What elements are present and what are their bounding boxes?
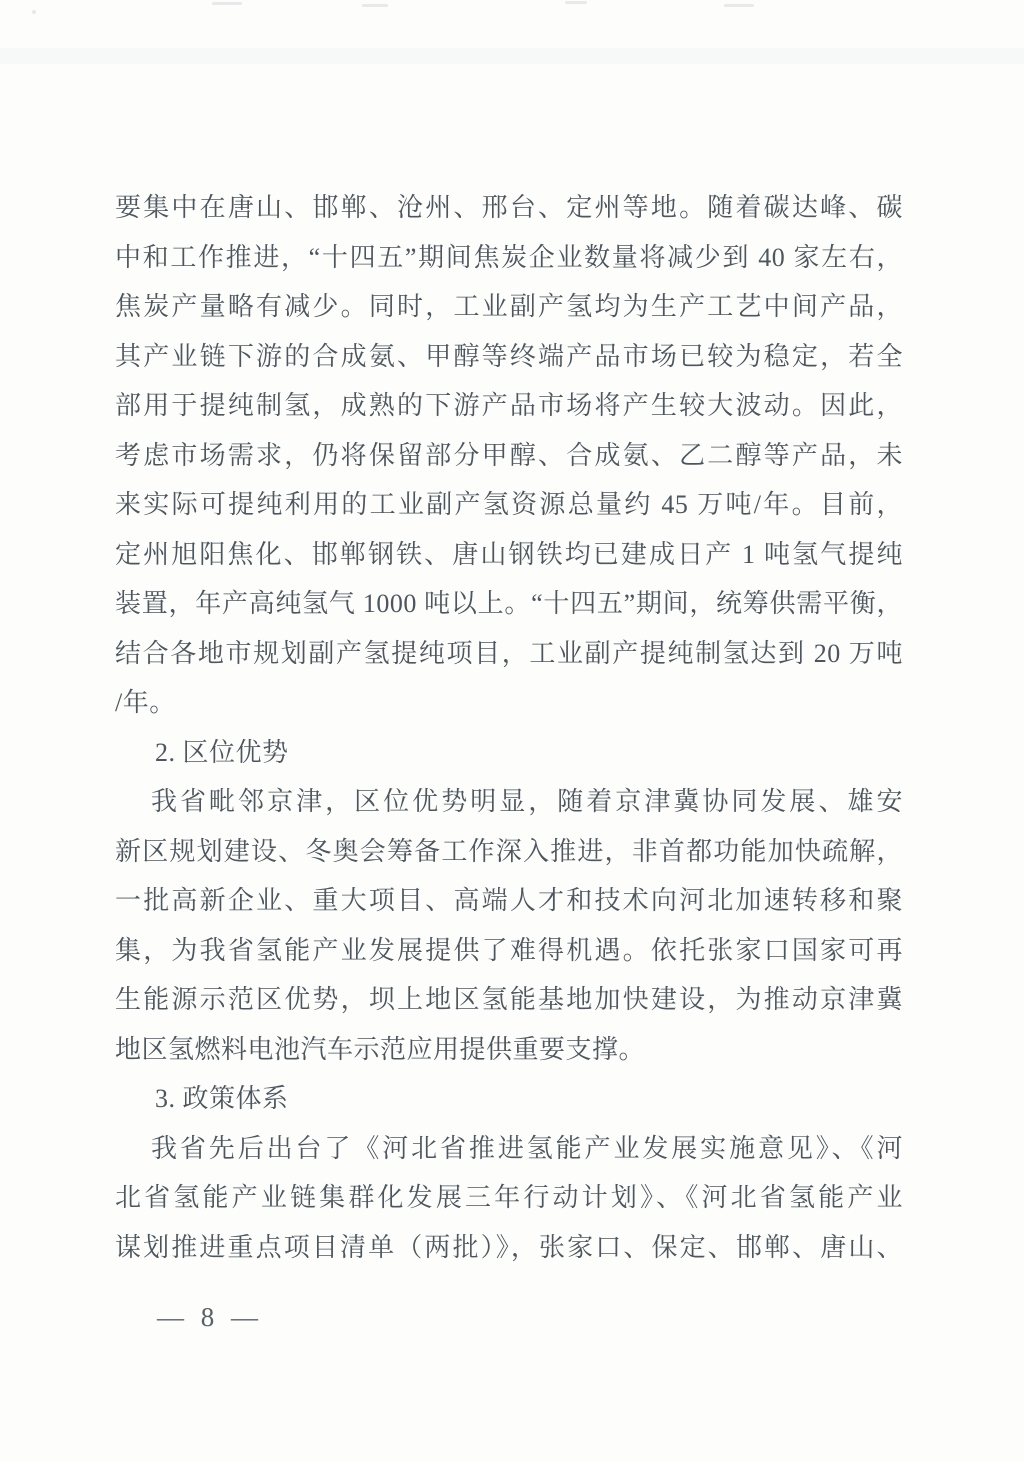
document-text <box>115 183 903 1272</box>
text-line: 其产业链下游的合成氨、甲醇等终端产品市场已较为稳定，若全 <box>115 341 903 371</box>
text-line: 部用于提纯制氢，成熟的下游产品市场将产生较大波动。因此， <box>115 391 903 420</box>
text-line: 结合各地市规划副产氢提纯项目，工业副产提纯制氢达到 20 万吨 <box>115 638 903 668</box>
text-line: 地区氢燃料电池汽车示范应用提供重要支撑。 <box>115 1034 646 1064</box>
text-line: 焦炭产量略有减少。同时，工业副产氢均为生产工艺中间产品， <box>115 292 903 321</box>
text-line: 我省毗邻京津，区位优势明显，随着京津冀协同发展、雄安 <box>151 787 903 816</box>
text-line: /年。 <box>115 688 176 717</box>
page-number: — 8 — <box>157 1302 263 1332</box>
scan-artifact <box>32 10 36 14</box>
scan-artifact <box>724 4 754 7</box>
text-line: 装置，年产高纯氢气 1000 吨以上。“十四五”期间，统筹供需平衡， <box>115 589 903 618</box>
scan-artifact <box>0 48 1024 64</box>
scan-artifact <box>362 4 388 7</box>
text-line: 新区规划建设、冬奥会筹备工作深入推进，非首都功能加快疏解， <box>115 836 903 866</box>
text-line: 谋划推进重点项目清单（两批）》，张家口、保定、邯郸、唐山、 <box>115 1232 903 1262</box>
text-line: 来实际可提纯利用的工业副产氢资源总量约 45 万吨/年。目前， <box>115 490 903 519</box>
text-line: 一批高新企业、重大项目、高端人才和技术向河北加速转移和聚 <box>115 886 903 915</box>
text-line: 3. 政策体系 <box>155 1084 289 1113</box>
scan-artifact <box>212 2 242 5</box>
text-line: 中和工作推进，“十四五”期间焦炭企业数量将减少到 40 家左右， <box>115 242 903 272</box>
text-line: 生能源示范区优势，坝上地区氢能基地加快建设，为推动京津冀 <box>115 985 903 1014</box>
text-line: 集，为我省氢能产业发展提供了难得机遇。依托张家口国家可再 <box>115 935 903 965</box>
text-line: 北省氢能产业链集群化发展三年行动计划》、《河北省氢能产业 <box>115 1183 903 1212</box>
text-line: 要集中在唐山、邯郸、沧州、邢台、定州等地。随着碳达峰、碳 <box>115 193 903 222</box>
text-line: 考虑市场需求，仍将保留部分甲醇、合成氨、乙二醇等产品，未 <box>115 440 903 470</box>
scan-artifact <box>565 1 587 4</box>
text-line: 定州旭阳焦化、邯郸钢铁、唐山钢铁均已建成日产 1 吨氢气提纯 <box>115 539 903 569</box>
text-line: 2. 区位优势 <box>155 737 289 767</box>
text-line: 我省先后出台了《河北省推进氢能产业发展实施意见》、《河 <box>151 1133 903 1163</box>
